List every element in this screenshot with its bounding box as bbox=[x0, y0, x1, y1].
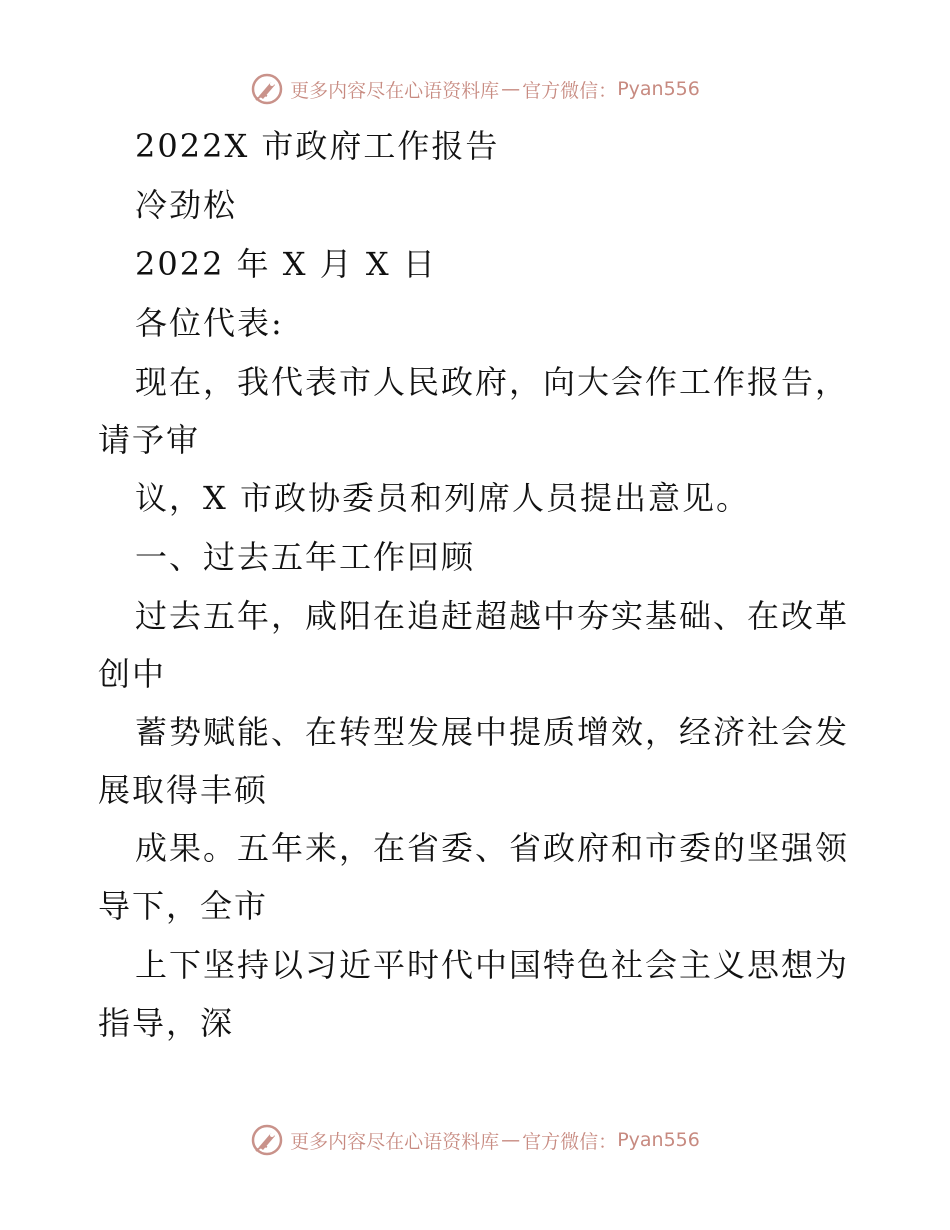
paragraph-line: 指导，深 bbox=[98, 1004, 235, 1042]
watermark-suffix: 官方微信： bbox=[522, 1130, 618, 1153]
author-name: 冷劲松 bbox=[135, 186, 238, 224]
paragraph-line: 展取得丰硕 bbox=[98, 771, 269, 809]
paragraph-line: 过去五年，咸阳在追赶超越中夯实基础、在改革 bbox=[135, 597, 850, 635]
watermark-separator: — bbox=[501, 78, 521, 100]
paragraph-line: 导下，全市 bbox=[98, 887, 269, 925]
paragraph-line: 上下坚持以习近平时代中国特色社会主义思想为 bbox=[135, 946, 850, 984]
watermark-text: 更多内容尽在心语资料库 bbox=[290, 1130, 500, 1153]
paragraph-line: 成果。五年来，在省委、省政府和市委的坚强领 bbox=[135, 829, 850, 867]
paragraph-line: 请予审 bbox=[98, 421, 201, 459]
watermark-text: 更多内容尽在心语资料库 bbox=[290, 79, 500, 102]
header-watermark bbox=[0, 69, 950, 109]
salutation: 各位代表: bbox=[135, 304, 284, 342]
footer-watermark bbox=[0, 1120, 950, 1160]
document-title: 2022X 市政府工作报告 bbox=[135, 127, 500, 165]
paragraph-line: 现在，我代表市人民政府，向大会作工作报告， bbox=[135, 363, 850, 401]
watermark-handle: Pyan556 bbox=[617, 78, 700, 100]
pen-nib-logo-icon bbox=[250, 72, 284, 106]
paragraph-line: 蓄势赋能、在转型发展中提质增效，经济社会发 bbox=[135, 713, 850, 751]
section-heading: 一、过去五年工作回顾 bbox=[135, 538, 476, 576]
document-date: 2022 年 X 月 X 日 bbox=[135, 245, 437, 283]
watermark-suffix: 官方微信： bbox=[522, 79, 618, 102]
paragraph-line: 创中 bbox=[98, 655, 167, 693]
watermark-separator: — bbox=[501, 1129, 521, 1151]
watermark-handle: Pyan556 bbox=[617, 1129, 700, 1151]
paragraph-line: 议，X 市政协委员和列席人员提出意见。 bbox=[135, 479, 750, 517]
pen-nib-logo-icon bbox=[250, 1123, 284, 1157]
